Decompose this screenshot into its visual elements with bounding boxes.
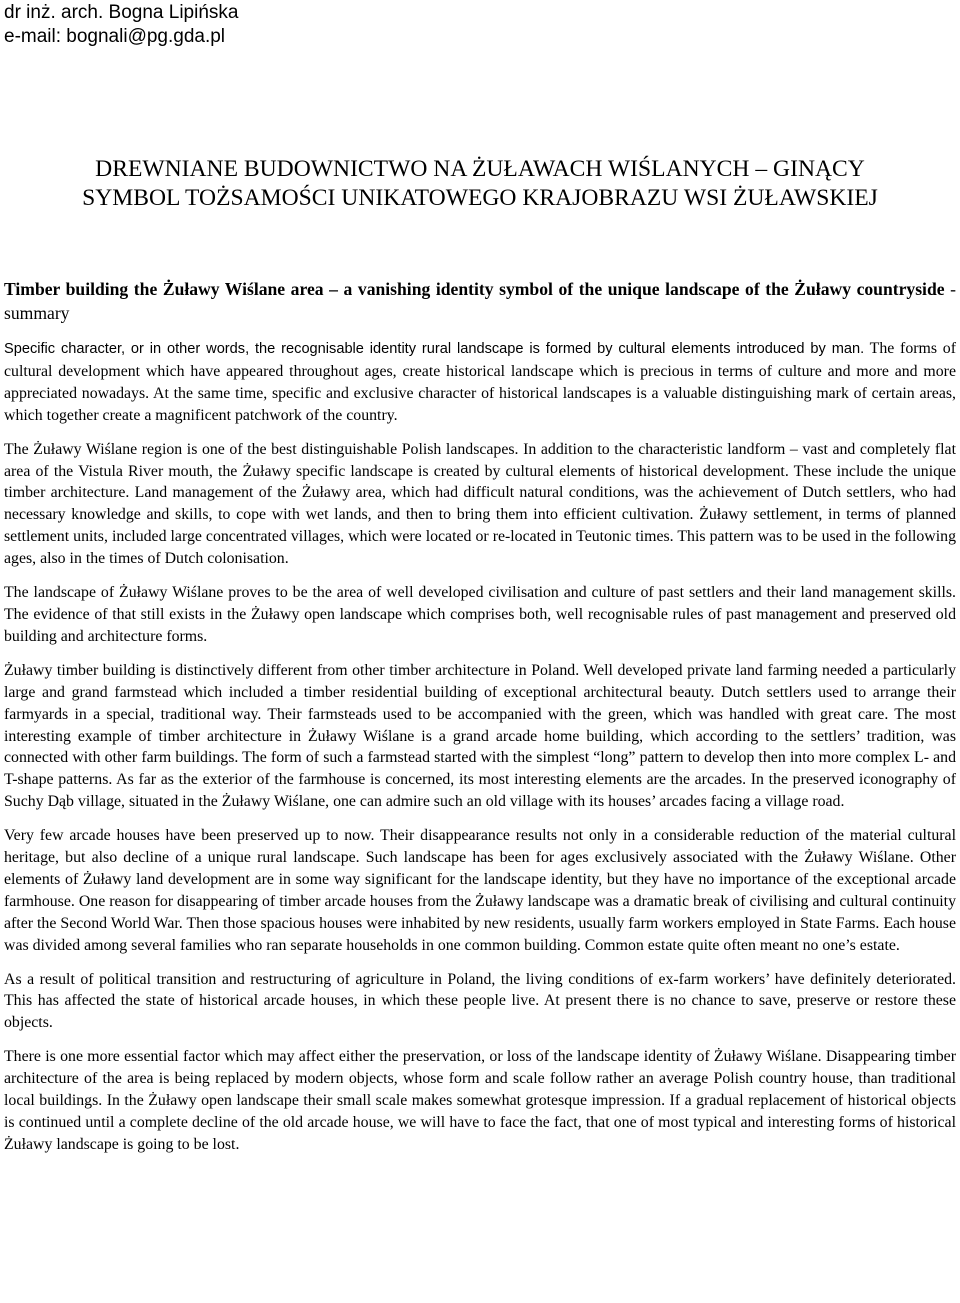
polish-title xyxy=(4,155,956,213)
paragraph-2: The Żuławy Wiślane region is one of the best distinguishable Polish landscapes. In addition to the characteristic landform – vast and completely flat area of the Vistula River mouth, the Żuławy specific landscape is created by cultural elements of historical development. These include the unique timber architecture. Land management of the Żuławy area, which had difficult natural conditions, was the achievement of Dutch settlers, who had necessary knowledge and skills, to cope with wet lands, and then to bring them into efficient cultivation. Żuławy settlement, in terms of planned settlement units, included large concentrated villages, which were located or re-located in Teutonic times. This pattern was to be used in the following ages, also in the times of Dutch colonisation. xyxy=(4,440,956,568)
paragraph-4: Żuławy timber building is distinctively different from other timber architecture in Poland. Well developed private land farming needed a particularly large and grand farmstead which included a timber residential building of exceptional architectural beauty. Dutch settlers used to arrange their farmyards in a special, traditional way. Their farmsteads used to be accompanied with the green, which was handled with great care. The most interesting example of timber architecture in Żuławy Wiślane is a grand arcade home building, which according to the settlers’ tradition, was connected with other farm buildings. The form of such a farmstead started with the simplest “long” pattern to develop then into more complex L- and T-shape patterns. As far as the exterior of the farmhouse is concerned, its most interesting elements are the arcades. In the preserved iconography of Suchy Dąb village, situated in the Żuławy Wiślane, one can admire such an old village with its houses’ arcades facing a village road. xyxy=(4,661,956,811)
polish-title-line-1: DREWNIANE BUDOWNICTWO NA ŻUŁAWACH WIŚLANYCH – GINĄCY xyxy=(95,156,865,182)
english-title-suffix: - summary xyxy=(4,279,956,323)
author-block xyxy=(4,1,956,49)
paragraph-1-rest: The forms of cultural development which have appeared throughout ages, create historical landscape which is precious in terms of culture and more and more appreciated nowadays. At the same time, specific and exclusive character of historical landscapes is a valuable distinguishing mark of certain areas, which together create a magnificent patchwork of the country. xyxy=(4,340,957,424)
paragraph-3: The landscape of Żuławy Wiślane proves to be the area of well developed civilisation and culture of past settlers and their land management skills. The evidence of that still exists in the Żuławy open landscape which comprises both, well recognisable rules of past management and preserved old building and architecture forms. xyxy=(4,584,956,645)
document-page xyxy=(4,0,956,1168)
author-email[interactable]: e-mail: bognali@pg.gda.pl xyxy=(4,26,226,47)
paragraph-7: There is one more essential factor which may affect either the preservation, or loss of the landscape identity of Żuławy Wiślane. Disappearing timber architecture of the area is being replaced by modern objects, whose form and scale follow rather an average Polish country house, than traditional local buildings. In the Żuławy open landscape their small scale makes somewhat grotesque impression. If a gradual replacement of historical objects is continued until a complete decline of the old arcade house, we will have to face the fact, that one of most typical and interesting forms of historical Żuławy landscape is going to be lost. xyxy=(4,1048,956,1153)
paragraph-1-lead: Specific character, or in other words, the recognisable identity rural landscape is formed by cultural elements introduced by man. xyxy=(4,341,865,357)
paragraph-5: Very few arcade houses have been preserved up to now. Their disappearance results not only in a considerable reduction of the material cultural heritage, but also decline of a unique rural landscape. Such landscape has been for ages exclusively associated with the Żuławy Wiślane. Other elements of Żuławy land development are in some way significant for the landscape identity, but they have no importance of the exceptional arcade farmhouse. One reason for disappearing of timber arcade houses from the Żuławy landscape was a dramatic break of civilising and cultural continuity after the Second World War. Then those spacious houses were inhabited by new residents, usually farm workers employed in State Farms. Each house was divided among several families who ran separate households in one common building. Common estate quite often meant no one’s estate. xyxy=(4,827,956,954)
english-title xyxy=(4,277,956,325)
paragraph-1 xyxy=(4,338,956,427)
paragraph-6: As a result of political transition and restructuring of agriculture in Poland, the living conditions of ex-farm workers’ have definitely deteriorated. This has affected the state of historical arcade houses, in which these people live. At present there is no chance to save, preserve or restore these objects. xyxy=(4,970,956,1032)
english-title-main: Timber building the Żuławy Wiślane area – a vanishing identity symbol of the unique landscape of the Żuławy countryside xyxy=(4,279,945,299)
polish-title-line-2: SYMBOL TOŻSAMOŚCI UNIKATOWEGO KRAJOBRAZU WSI ŻUŁAWSKIEJ xyxy=(82,185,878,211)
author-name: dr inż. arch. Bogna Lipińska xyxy=(4,2,239,23)
